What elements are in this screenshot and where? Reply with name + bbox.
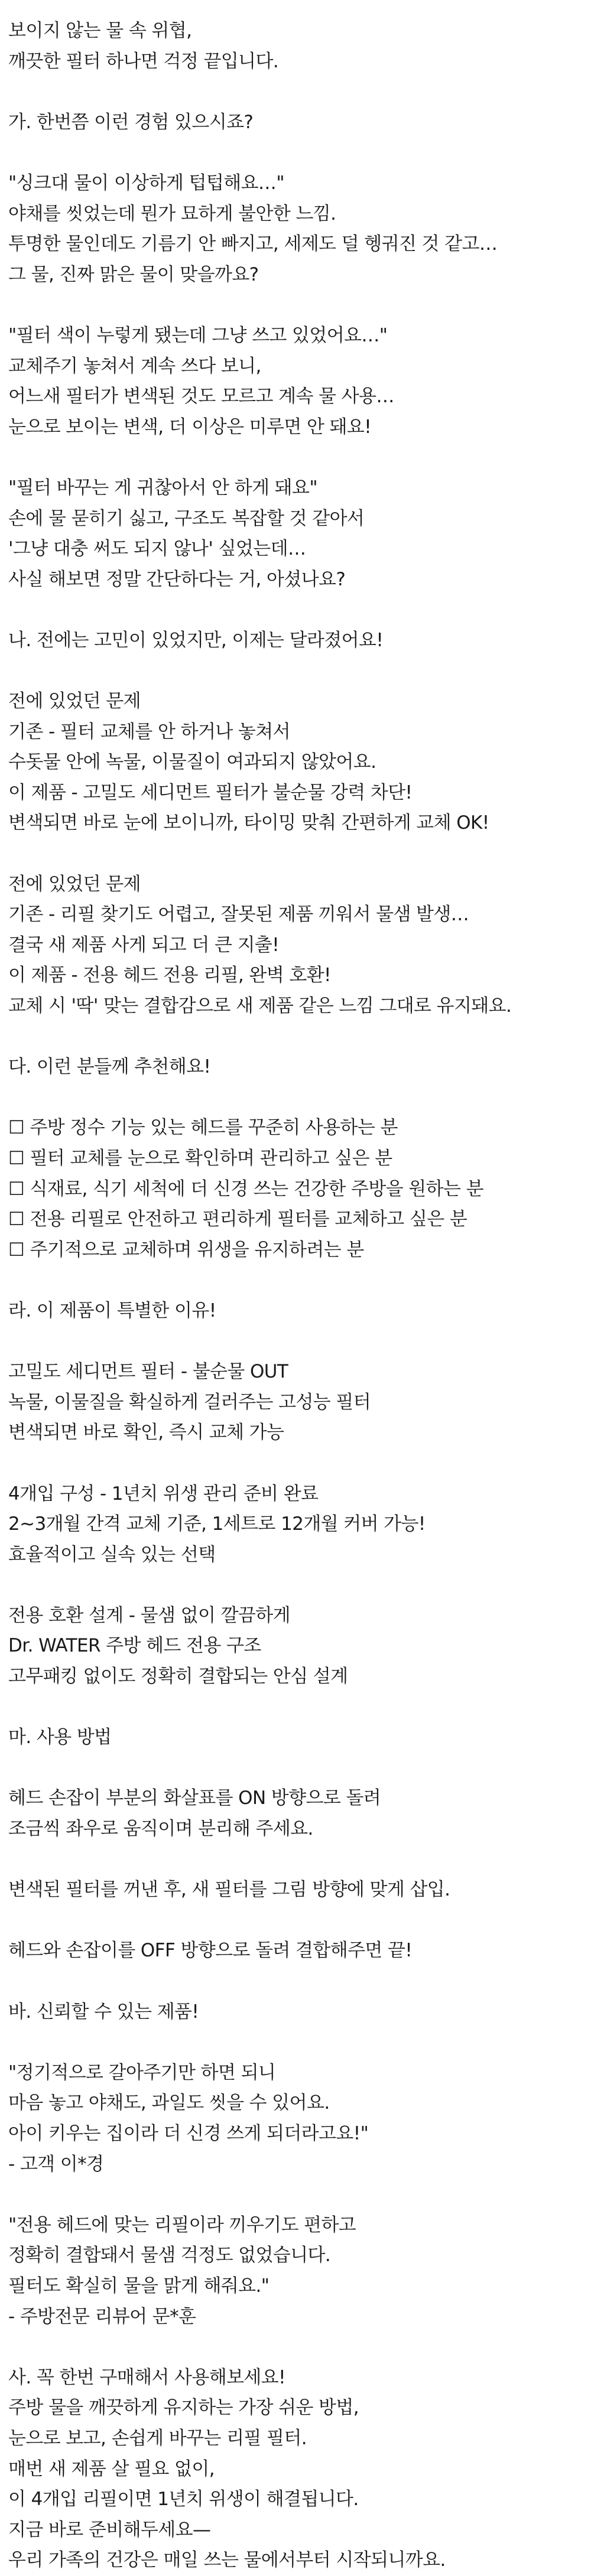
blank-line xyxy=(8,138,591,168)
blank-line xyxy=(8,2027,591,2058)
text-line: 다. 이런 분들께 추천해요! xyxy=(8,1056,211,1078)
text-line: 우리 가족의 건강은 매일 쓰는 물에서부터 시작되니까요. xyxy=(8,2549,446,2571)
blank-line xyxy=(8,1265,591,1296)
text-line: ☐ 전용 리필로 안전하고 편리하게 필터를 교체하고 싶은 분 xyxy=(8,1209,467,1230)
text-line: 조금씩 좌우로 움직이며 분리해 주세요. xyxy=(8,1818,313,1840)
text-line: 고무패킹 없이도 정확히 결합되는 안심 설계 xyxy=(8,1666,348,1688)
text-line: 보이지 않는 물 속 위협, xyxy=(8,20,192,41)
text-line: 이 제품 - 고밀도 세디먼트 필터가 불순물 강력 차단! xyxy=(8,781,413,803)
text-line: 교체 시 '딱' 맞는 결합감으로 새 제품 같은 느낌 그대로 유지돼요. xyxy=(8,995,512,1017)
blank-line xyxy=(8,1570,591,1601)
blank-line xyxy=(8,1327,591,1357)
text-line: 마. 사용 방법 xyxy=(8,1727,112,1748)
text-line: 변색되면 바로 눈에 보이니까, 타이밍 맞춰 간편하게 교체 OK! xyxy=(8,812,489,834)
text-line: 투명한 물인데도 기름기 안 빠지고, 세제도 덜 헹궈진 것 같고… xyxy=(8,233,498,255)
text-line: 전에 있었던 문제 xyxy=(8,873,141,895)
text-line: 전에 있었던 문제 xyxy=(8,691,141,712)
text-line: "필터 색이 누렇게 됐는데 그냥 쓰고 있었어요…" xyxy=(8,324,388,346)
text-line: 매번 새 제품 살 필요 없이, xyxy=(8,2458,215,2480)
blank-line xyxy=(8,1906,591,1936)
text-line: - 주방전문 리뷰어 문*훈 xyxy=(8,2305,196,2327)
text-line: 어느새 필터가 변색된 것도 모르고 계속 물 사용… xyxy=(8,386,394,408)
text-line: ☐ 필터 교체를 눈으로 확인하며 관리하고 싶은 분 xyxy=(8,1147,392,1169)
text-line: 그 물, 진짜 맑은 물이 맞을까요? xyxy=(8,263,259,285)
text-line: "필터 바꾸는 게 귀찮아서 안 하게 돼요" xyxy=(8,477,318,499)
text-line: 손에 물 묻히기 싫고, 구조도 복잡할 것 같아서 xyxy=(8,507,365,529)
text-line: 기존 - 필터 교체를 안 하거나 놓쳐서 xyxy=(8,721,290,742)
text-line: 고밀도 세디먼트 필터 - 불순물 OUT xyxy=(8,1361,288,1383)
blank-line xyxy=(8,2180,591,2210)
text-line: "싱크대 물이 이상하게 텁텁해요…" xyxy=(8,172,284,194)
text-line: 지금 바로 준비해두세요— xyxy=(8,2519,211,2541)
text-line: 가. 한번쯤 이런 경험 있으시죠? xyxy=(8,111,254,133)
text-line: ☐ 주방 정수 기능 있는 헤드를 꾸준히 사용하는 분 xyxy=(8,1117,398,1139)
blank-line xyxy=(8,1966,591,1997)
text-line: 2~3개월 간격 교체 기준, 1세트로 12개월 커버 가능! xyxy=(8,1513,426,1535)
text-line: 정확히 결합돼서 물샘 걱정도 없었습니다. xyxy=(8,2245,331,2266)
text-line: 주방 물을 깨끗하게 유지하는 가장 쉬운 방법, xyxy=(8,2397,359,2419)
text-line: 교체주기 놓쳐서 계속 쓰다 보니, xyxy=(8,355,261,377)
text-line: 눈으로 보고, 손쉽게 바꾸는 리필 필터. xyxy=(8,2427,307,2449)
blank-line xyxy=(8,1753,591,1784)
text-line: 마음 놓고 야채도, 과일도 씻을 수 있어요. xyxy=(8,2092,330,2114)
text-line: 깨끗한 필터 하나면 걱정 끝입니다. xyxy=(8,50,279,72)
blank-line xyxy=(8,1022,591,1053)
blank-line xyxy=(8,839,591,869)
blank-line xyxy=(8,1692,591,1723)
blank-line xyxy=(8,77,591,108)
text-line: - 고객 이*경 xyxy=(8,2153,104,2175)
text-line: 녹물, 이물질을 확실하게 걸러주는 고성능 필터 xyxy=(8,1391,371,1413)
text-line: 변색된 필터를 꺼낸 후, 새 필터를 그림 방향에 맞게 삽입. xyxy=(8,1879,450,1901)
text-line: 효율적이고 실속 있는 선택 xyxy=(8,1543,216,1565)
blank-line xyxy=(8,2332,591,2363)
text-line: 바. 신뢰할 수 있는 제품! xyxy=(8,2001,199,2023)
text-line: "전용 헤드에 맞는 리필이라 끼우기도 편하고 xyxy=(8,2214,356,2236)
text-line: 전용 호환 설계 - 물샘 없이 깔끔하게 xyxy=(8,1604,290,1626)
text-line: 눈으로 보이는 변색, 더 이상은 미루면 안 돼요! xyxy=(8,416,372,438)
text-line: 헤드와 손잡이를 OFF 방향으로 돌려 결합해주면 끝! xyxy=(8,1940,413,1962)
text-line: 이 제품 - 전용 헤드 전용 리필, 완벽 호환! xyxy=(8,965,331,986)
text-line: Dr. WATER 주방 헤드 전용 구조 xyxy=(8,1635,261,1657)
text-line: 헤드 손잡이 부분의 화살표를 ON 방향으로 돌려 xyxy=(8,1787,381,1809)
text-line: 필터도 확실히 물을 맑게 해줘요." xyxy=(8,2275,269,2297)
text-line: 이 4개입 리필이면 1년치 위생이 해결됩니다. xyxy=(8,2489,359,2510)
blank-line xyxy=(8,290,591,321)
text-line: 나. 전에는 고민이 있었지만, 이제는 달라졌어요! xyxy=(8,629,384,651)
text-line: '그냥 대충 써도 되지 않나' 싶었는데… xyxy=(8,538,306,560)
text-line: 아이 키우는 집이라 더 신경 쓰게 되더라고요!" xyxy=(8,2122,369,2144)
blank-line xyxy=(8,656,591,686)
text-line: 사. 꼭 한번 구매해서 사용해보세요! xyxy=(8,2366,285,2388)
text-line: 사실 해보면 정말 간단하다는 거, 아셨나요? xyxy=(8,568,346,590)
blank-line xyxy=(8,595,591,626)
text-line: 수돗물 안에 녹물, 이물질이 여과되지 않았어요. xyxy=(8,751,376,773)
text-line: ☐ 주기적으로 교체하며 위생을 유지하려는 분 xyxy=(8,1239,364,1261)
text-line: 결국 새 제품 사게 되고 더 큰 지출! xyxy=(8,934,280,956)
blank-line xyxy=(8,1083,591,1113)
text-line: 야채를 씻었는데 뭔가 묘하게 불안한 느낌. xyxy=(8,203,336,224)
text-line: "정기적으로 갈아주기만 하면 되니 xyxy=(8,2062,276,2083)
text-line: 변색되면 바로 확인, 즉시 교체 가능 xyxy=(8,1422,284,1444)
text-line: ☐ 식재료, 식기 세척에 더 신경 쓰는 건강한 주방을 원하는 분 xyxy=(8,1178,483,1200)
blank-line xyxy=(8,442,591,473)
text-line: 4개입 구성 - 1년치 위생 관리 준비 완료 xyxy=(8,1483,319,1504)
blank-line xyxy=(8,1448,591,1479)
blank-line xyxy=(8,1845,591,1875)
text-line: 라. 이 제품이 특별한 이유! xyxy=(8,1300,216,1321)
text-line: 기존 - 리필 찾기도 어렵고, 잘못된 제품 끼워서 물샘 발생… xyxy=(8,904,469,926)
